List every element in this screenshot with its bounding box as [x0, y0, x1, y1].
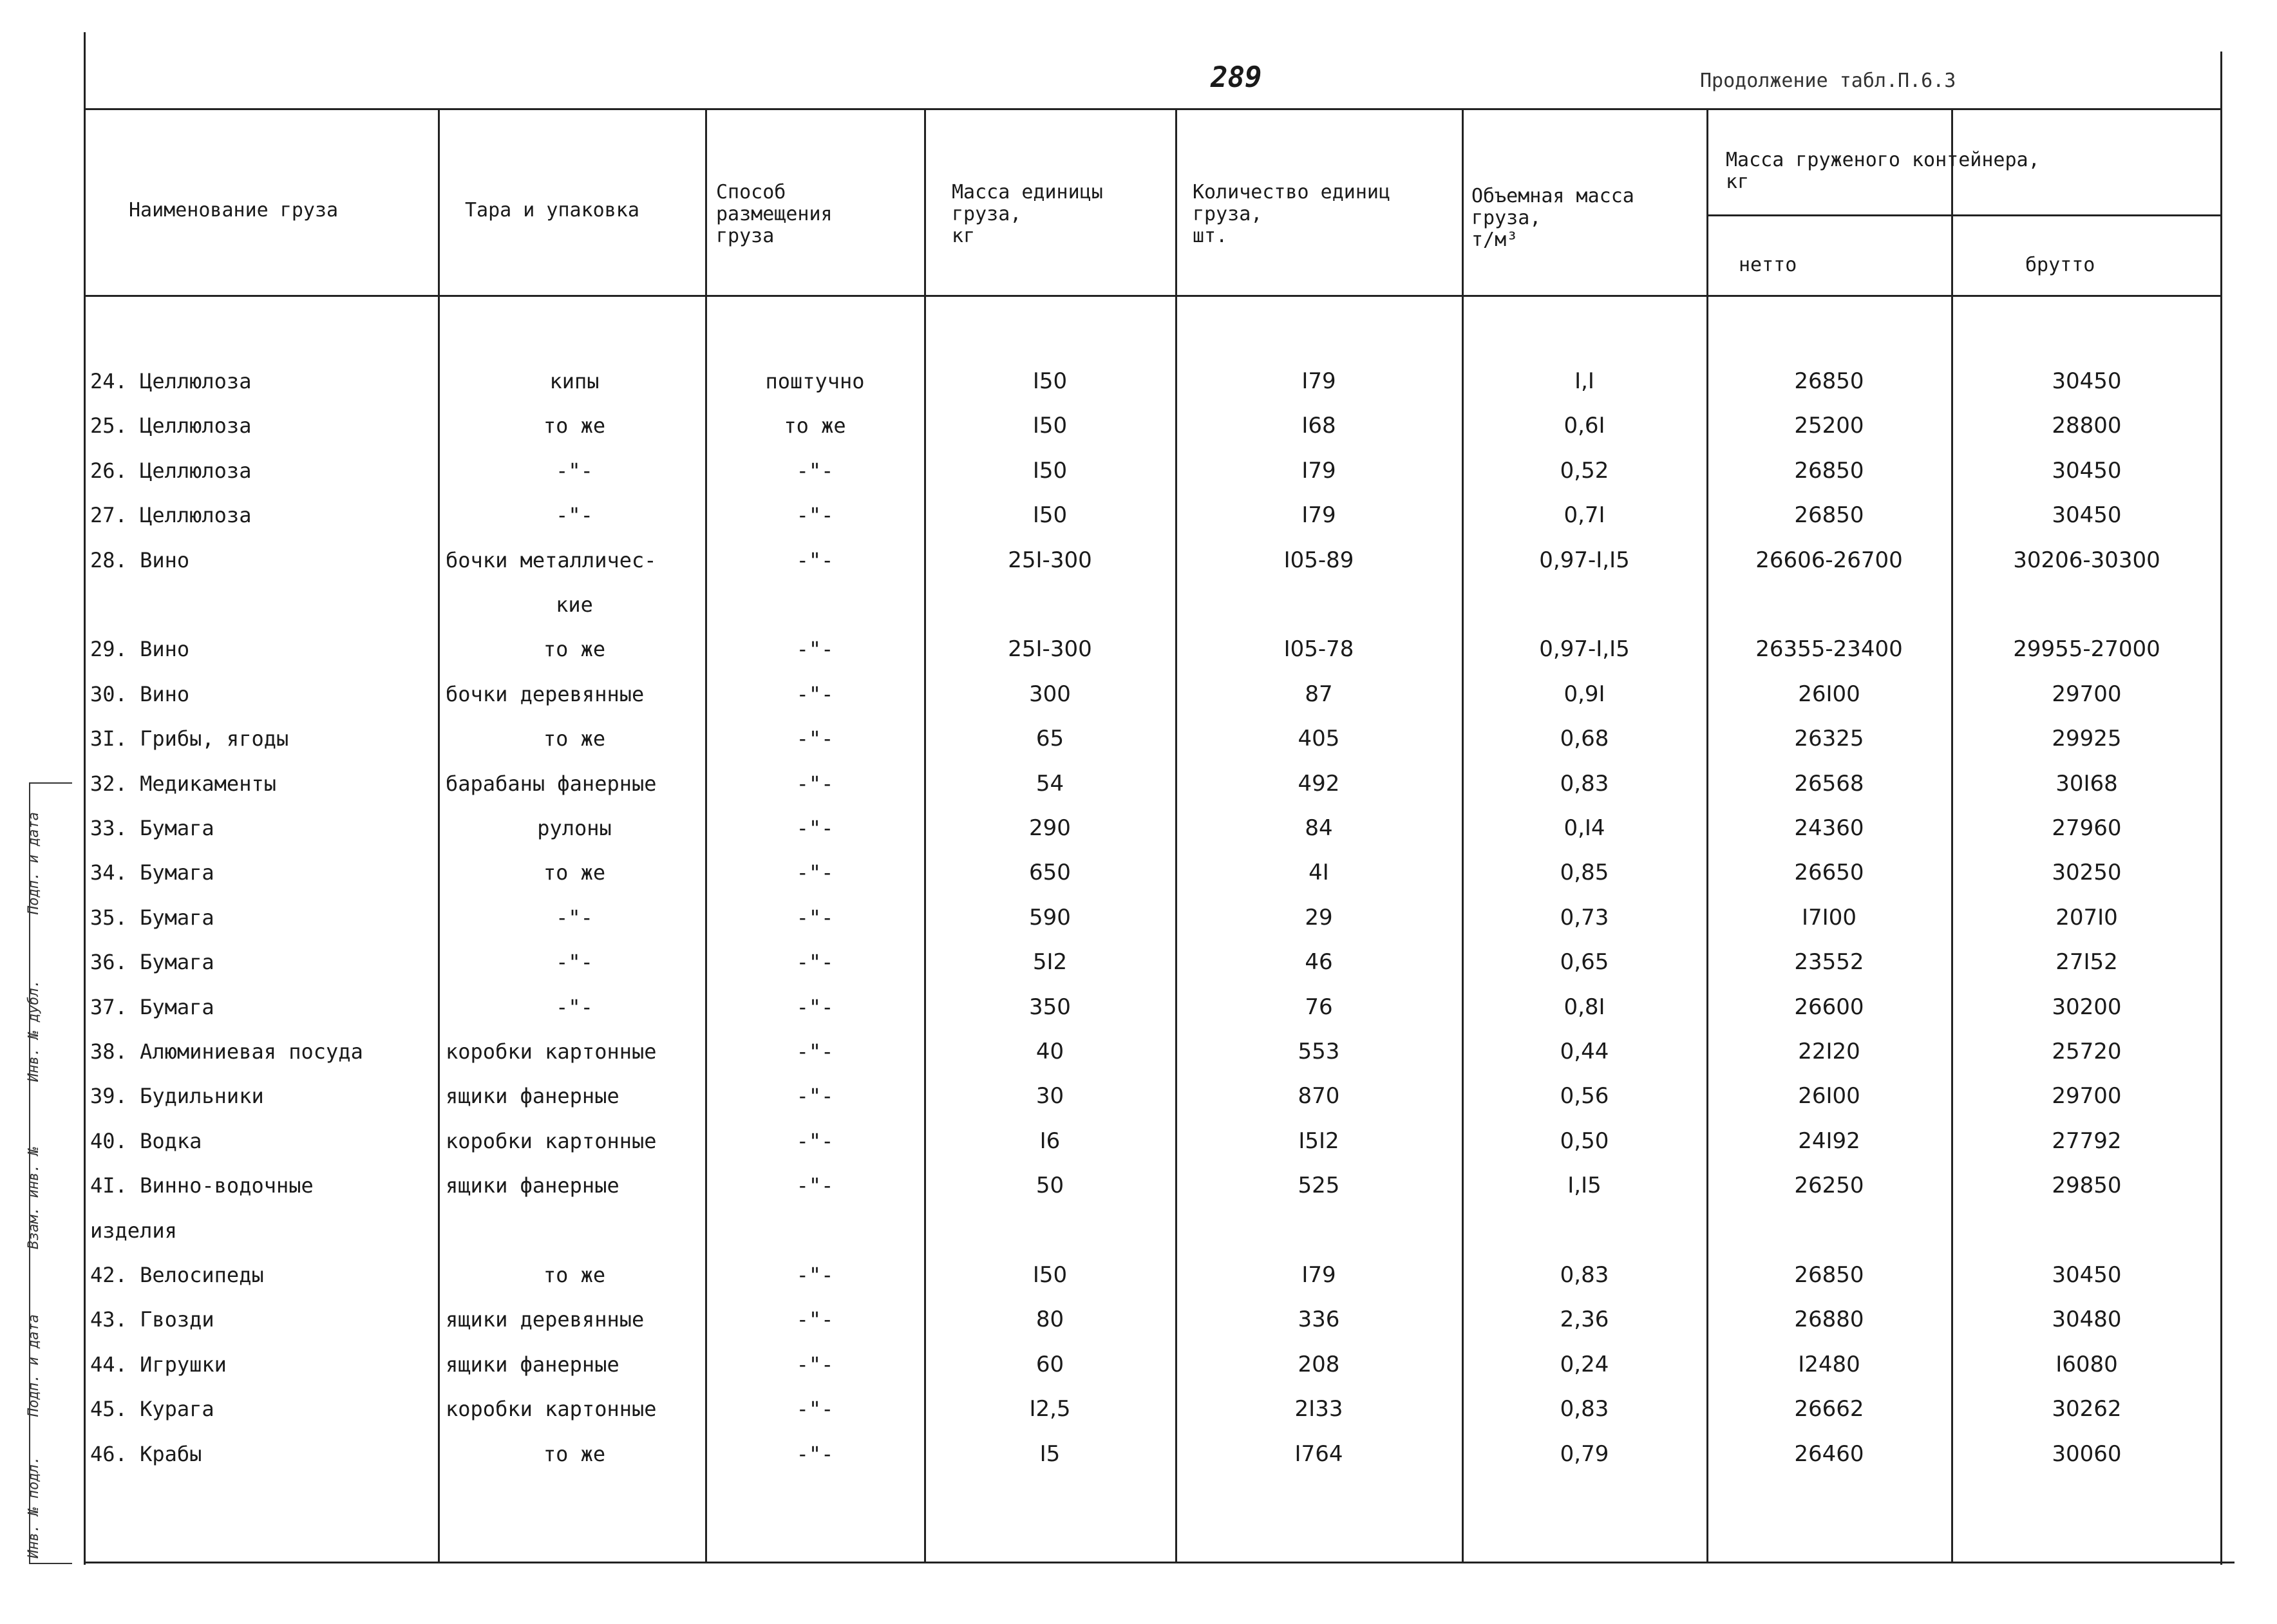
table-cell-name: 43. Гвозди	[90, 1307, 214, 1332]
table-cell-pack: бочки металличес-	[446, 547, 657, 572]
table-cell-vol: 0,6I	[1564, 413, 1605, 439]
table-cell-netto: 23552	[1794, 949, 1864, 976]
table-cell-brutto: I6080	[2055, 1351, 2118, 1377]
table-cell-name: 44. Игрушки	[90, 1352, 227, 1377]
table-cell-brutto: 28800	[2052, 413, 2122, 439]
header-method: Способ размещения груза	[716, 181, 833, 247]
table-cell-brutto: 30450	[2052, 368, 2122, 394]
table-cell-method: -"-	[796, 547, 834, 572]
header-brutto: брутто	[2025, 254, 2095, 276]
table-cell-qty: 870	[1298, 1083, 1340, 1109]
table-cell-unit: 65	[1035, 726, 1064, 752]
header-name: Наименование груза	[129, 199, 339, 222]
table-cell-brutto: 30450	[2052, 1262, 2122, 1288]
margin-label: Инв. № подл.	[26, 1456, 42, 1558]
table-cell-name: 29. Вино	[90, 637, 190, 662]
table-cell-brutto: 30250	[2052, 860, 2122, 886]
table-cell-vol: 0,97-I,I5	[1539, 636, 1630, 663]
margin-label: Инв. № дубл.	[26, 979, 42, 1082]
table-cell-name: 38. Алюминиевая посуда	[90, 1039, 363, 1064]
table-cell-name: 24. Целлюлоза	[90, 369, 252, 393]
table-cell-method: -"-	[796, 637, 834, 662]
table-cell-brutto: 30206-30300	[2013, 547, 2160, 573]
table-cell-name: 45. Курага	[90, 1397, 214, 1422]
table-cell-netto: 26880	[1794, 1307, 1864, 1333]
table-cell-name: 33. Бумага	[90, 816, 214, 840]
table-cell-netto: 24I92	[1798, 1128, 1860, 1154]
header-container-mass: Масса груженого контейнера, кг	[1726, 149, 2040, 193]
table-cell-pack: -"-	[556, 458, 593, 483]
table-cell-brutto: 29700	[2052, 1083, 2122, 1109]
table-cell-method: -"-	[796, 726, 834, 751]
table-cell-qty: I79	[1301, 368, 1336, 394]
table-cell-unit: 300	[1029, 681, 1071, 707]
table-cell-vol: 0,I4	[1564, 815, 1605, 841]
table-cell-unit: I6	[1039, 1128, 1061, 1154]
rule-line	[2220, 52, 2222, 1565]
table-cell-netto: 22I20	[1798, 1039, 1860, 1064]
header-packaging: Тара и упаковка	[465, 199, 639, 222]
table-cell-vol: I,I5	[1567, 1173, 1601, 1199]
table-cell-qty: 29	[1305, 904, 1333, 930]
table-cell-method: -"-	[796, 1128, 834, 1153]
table-cell-netto: 26568	[1794, 770, 1864, 797]
table-cell-method: -"-	[796, 816, 834, 840]
table-cell-vol: 0,9I	[1564, 681, 1605, 707]
table-cell-pack: то же	[543, 413, 606, 439]
table-cell-method: -"-	[796, 1263, 834, 1287]
table-cell-pack: -"-	[556, 905, 593, 930]
table-cell-netto: 26650	[1794, 860, 1864, 886]
table-cell-vol: 0,24	[1560, 1351, 1609, 1377]
table-cell-netto: 26850	[1794, 1262, 1864, 1288]
table-cell-unit: 40	[1035, 1039, 1064, 1064]
table-cell-vol: I,I	[1574, 368, 1594, 394]
table-cell-qty: I05-89	[1283, 547, 1354, 573]
table-cell-name: 32. Медикаменты	[90, 771, 276, 796]
table-cell-name: 27. Целлюлоза	[90, 503, 252, 528]
table-cell-method: -"-	[796, 503, 834, 528]
table-cell-netto: 24360	[1794, 815, 1864, 841]
table-cell-vol: 0,44	[1560, 1039, 1609, 1064]
table-cell-method: -"-	[796, 1352, 834, 1377]
table-cell-unit: 5I2	[1032, 949, 1068, 976]
continuation-note: Продолжение табл.П.6.3	[1700, 70, 1956, 92]
table-cell-qty: 4I	[1309, 860, 1329, 886]
table-cell-brutto: 25720	[2052, 1039, 2122, 1064]
table-cell-unit: 290	[1029, 815, 1071, 841]
table-cell-qty: I79	[1301, 457, 1336, 484]
table-cell-method: -"-	[796, 994, 834, 1019]
table-cell-unit: 350	[1029, 994, 1071, 1020]
table-cell-vol: 0,83	[1560, 770, 1609, 797]
table-cell-qty: 2I33	[1294, 1396, 1343, 1422]
table-cell-brutto: 27792	[2052, 1128, 2122, 1154]
rule-line	[84, 295, 2222, 297]
margin-label: Подп. и дата	[26, 1314, 42, 1417]
table-cell-brutto: 30450	[2052, 502, 2122, 529]
table-cell-brutto: 30060	[2052, 1440, 2122, 1467]
table-cell-brutto: 30200	[2052, 994, 2122, 1020]
table-cell-brutto: 30450	[2052, 457, 2122, 484]
table-cell-name: 37. Бумага	[90, 994, 214, 1019]
table-cell-pack: -"-	[556, 950, 593, 975]
table-cell-pack: ящики фанерные	[446, 1352, 619, 1377]
table-cell-method: -"-	[796, 950, 834, 975]
table-cell-name: 36. Бумага	[90, 950, 214, 975]
table-cell-name: 28. Вино	[90, 547, 190, 572]
table-cell-brutto: 30262	[2052, 1396, 2122, 1422]
table-cell-vol: 0,56	[1560, 1083, 1609, 1109]
table-cell-method: -"-	[796, 1084, 834, 1109]
table-cell-method: -"-	[796, 771, 834, 796]
table-cell-pack: ящики фанерные	[446, 1084, 619, 1109]
table-cell-vol: 0,52	[1560, 457, 1609, 484]
table-cell-netto: 26460	[1794, 1440, 1864, 1467]
margin-label: Подп. и дата	[26, 812, 42, 914]
table-cell-name: 26. Целлюлоза	[90, 458, 252, 483]
table-cell-method: то же	[784, 413, 846, 439]
rule-line	[1706, 214, 2222, 216]
table-cell-pack: коробки картонные	[446, 1128, 657, 1153]
table-cell-vol: 0,85	[1560, 860, 1609, 886]
table-cell-brutto: 29925	[2052, 726, 2122, 752]
table-cell-unit: 80	[1035, 1307, 1064, 1333]
table-cell-unit: I50	[1032, 457, 1068, 484]
table-cell-qty: 405	[1298, 726, 1340, 752]
table-cell-qty: 208	[1298, 1351, 1340, 1377]
table-cell-pack: коробки картонные	[446, 1039, 657, 1064]
table-cell-brutto: 29850	[2052, 1173, 2122, 1199]
table-cell-netto: 26I00	[1798, 1083, 1860, 1109]
table-cell-qty: 336	[1298, 1307, 1340, 1333]
header-volume-mass: Объемная масса груза, т/м³	[1471, 185, 1634, 251]
table-cell-unit: 54	[1035, 770, 1064, 797]
table-cell-unit: 30	[1035, 1083, 1064, 1109]
table-cell-netto: 26850	[1794, 368, 1864, 394]
table-cell-name: 42. Велосипеды	[90, 1263, 264, 1287]
table-cell-netto: 25200	[1794, 413, 1864, 439]
table-cell-netto: 26325	[1794, 726, 1864, 752]
table-cell-qty: I764	[1294, 1440, 1343, 1467]
table-cell-pack: -"-	[556, 994, 593, 1019]
table-cell-method: -"-	[796, 1173, 834, 1198]
table-cell-name: 40. Водка	[90, 1128, 202, 1153]
table-cell-vol: 0,65	[1560, 949, 1609, 976]
table-cell-brutto: 29955-27000	[2013, 636, 2160, 663]
table-cell-brutto: 30I68	[2055, 770, 2118, 797]
table-cell-pack: то же	[543, 1441, 606, 1466]
table-cell-unit: I50	[1032, 502, 1068, 529]
table-cell-qty: 492	[1298, 770, 1340, 797]
margin-label: Взам. инв. №	[26, 1147, 42, 1249]
table-cell-pack: то же	[543, 860, 606, 885]
table-cell-netto: 26850	[1794, 457, 1864, 484]
table-cell-brutto: 207I0	[2055, 904, 2118, 930]
table-cell-pack: то же	[543, 1263, 606, 1287]
table-cell-unit: I2,5	[1029, 1396, 1071, 1422]
table-cell-pack: бочки деревянные	[446, 681, 645, 706]
table-cell-method: -"-	[796, 860, 834, 885]
table-cell-method: -"-	[796, 681, 834, 706]
table-cell-unit: I5	[1039, 1440, 1061, 1467]
table-cell-vol: 2,36	[1560, 1307, 1609, 1333]
table-cell-netto: I2480	[1798, 1351, 1860, 1377]
table-cell-netto: 26250	[1794, 1173, 1864, 1199]
table-cell-unit: 650	[1029, 860, 1071, 886]
table-cell-pack: кипы	[549, 369, 600, 393]
table-cell-vol: 0,7I	[1564, 502, 1605, 529]
table-cell-qty: 553	[1298, 1039, 1340, 1064]
table-cell-vol: 0,83	[1560, 1396, 1609, 1422]
table-cell-vol: 0,97-I,I5	[1539, 547, 1630, 573]
table-cell-name: 34. Бумага	[90, 860, 214, 885]
table-cell-vol: 0,68	[1560, 726, 1609, 752]
table-cell-name: 39. Будильники	[90, 1084, 264, 1109]
table-cell-unit: I50	[1032, 413, 1068, 439]
table-cell-qty: I05-78	[1283, 636, 1354, 663]
table-cell-pack: -"-	[556, 503, 593, 528]
rule-line	[84, 32, 86, 1565]
table-cell-pack: барабаны фанерные	[446, 771, 657, 796]
table-cell-netto: 26850	[1794, 502, 1864, 529]
table-cell-name: 46. Крабы	[90, 1441, 202, 1466]
table-cell-pack: то же	[543, 726, 606, 751]
table-cell-qty: 46	[1305, 949, 1333, 976]
table-cell-qty: 76	[1305, 994, 1333, 1020]
table-cell-qty: 525	[1298, 1173, 1340, 1199]
table-cell-qty: I5I2	[1298, 1128, 1339, 1154]
table-cell-netto: 26662	[1794, 1396, 1864, 1422]
table-cell-netto: 26600	[1794, 994, 1864, 1020]
table-cell-vol: 0,79	[1560, 1440, 1609, 1467]
table-cell-method: -"-	[796, 1039, 834, 1064]
table-cell-brutto: 27I52	[2055, 949, 2118, 976]
table-cell-method: -"-	[796, 1307, 834, 1332]
table-cell-brutto: 27960	[2052, 815, 2122, 841]
table-cell-pack: коробки картонные	[446, 1397, 657, 1422]
rule-line	[84, 108, 2222, 110]
table-cell-method: -"-	[796, 458, 834, 483]
table-cell-name: 25. Целлюлоза	[90, 413, 252, 439]
table-cell-unit: 60	[1035, 1351, 1064, 1377]
table-cell-name: 4I. Винно-водочные	[90, 1173, 314, 1198]
table-cell-qty: I79	[1301, 1262, 1336, 1288]
rule-line	[84, 1562, 2234, 1563]
table-cell-netto: I7I00	[1802, 904, 1857, 930]
table-cell-vol: 0,8I	[1564, 994, 1605, 1020]
table-cell-pack: кие	[556, 592, 593, 617]
table-cell-pack: рулоны	[537, 816, 612, 840]
table-cell-name: 3I. Грибы, ягоды	[90, 726, 289, 751]
table-cell-method: -"-	[796, 905, 834, 930]
table-cell-method: -"-	[796, 1441, 834, 1466]
table-cell-name: 30. Вино	[90, 681, 190, 706]
table-cell-pack: ящики фанерные	[446, 1173, 619, 1198]
header-netto: нетто	[1739, 254, 1797, 276]
table-cell-netto: 26355-23400	[1755, 636, 1903, 663]
table-cell-qty: 87	[1305, 681, 1333, 707]
table-cell-pack: то же	[543, 637, 606, 662]
table-cell-name: изделия	[90, 1218, 177, 1243]
header-unit-mass: Масса единицы груза, кг	[952, 181, 1103, 247]
table-cell-method: поштучно	[765, 369, 865, 393]
table-cell-pack: ящики деревянные	[446, 1307, 645, 1332]
table-cell-name: 35. Бумага	[90, 905, 214, 930]
table-cell-netto: 26606-26700	[1755, 547, 1903, 573]
page-number: 289	[1211, 61, 1262, 94]
header-quantity: Количество единиц груза, шт.	[1193, 181, 1391, 247]
rule-line	[438, 108, 440, 1563]
table-cell-unit: I50	[1032, 368, 1068, 394]
table-cell-qty: I68	[1301, 413, 1336, 439]
table-cell-qty: 84	[1305, 815, 1333, 841]
table-cell-netto: 26I00	[1798, 681, 1860, 707]
table-cell-brutto: 29700	[2052, 681, 2122, 707]
table-cell-unit: I50	[1032, 1262, 1068, 1288]
table-cell-unit: 25I-300	[1008, 547, 1092, 573]
table-cell-method: -"-	[796, 1397, 834, 1422]
table-cell-vol: 0,73	[1560, 904, 1609, 930]
table-cell-unit: 590	[1029, 904, 1071, 930]
table-cell-brutto: 30480	[2052, 1307, 2122, 1333]
table-cell-qty: I79	[1301, 502, 1336, 529]
table-cell-unit: 50	[1035, 1173, 1064, 1199]
table-cell-unit: 25I-300	[1008, 636, 1092, 663]
table-cell-vol: 0,50	[1560, 1128, 1609, 1154]
table-cell-vol: 0,83	[1560, 1262, 1609, 1288]
